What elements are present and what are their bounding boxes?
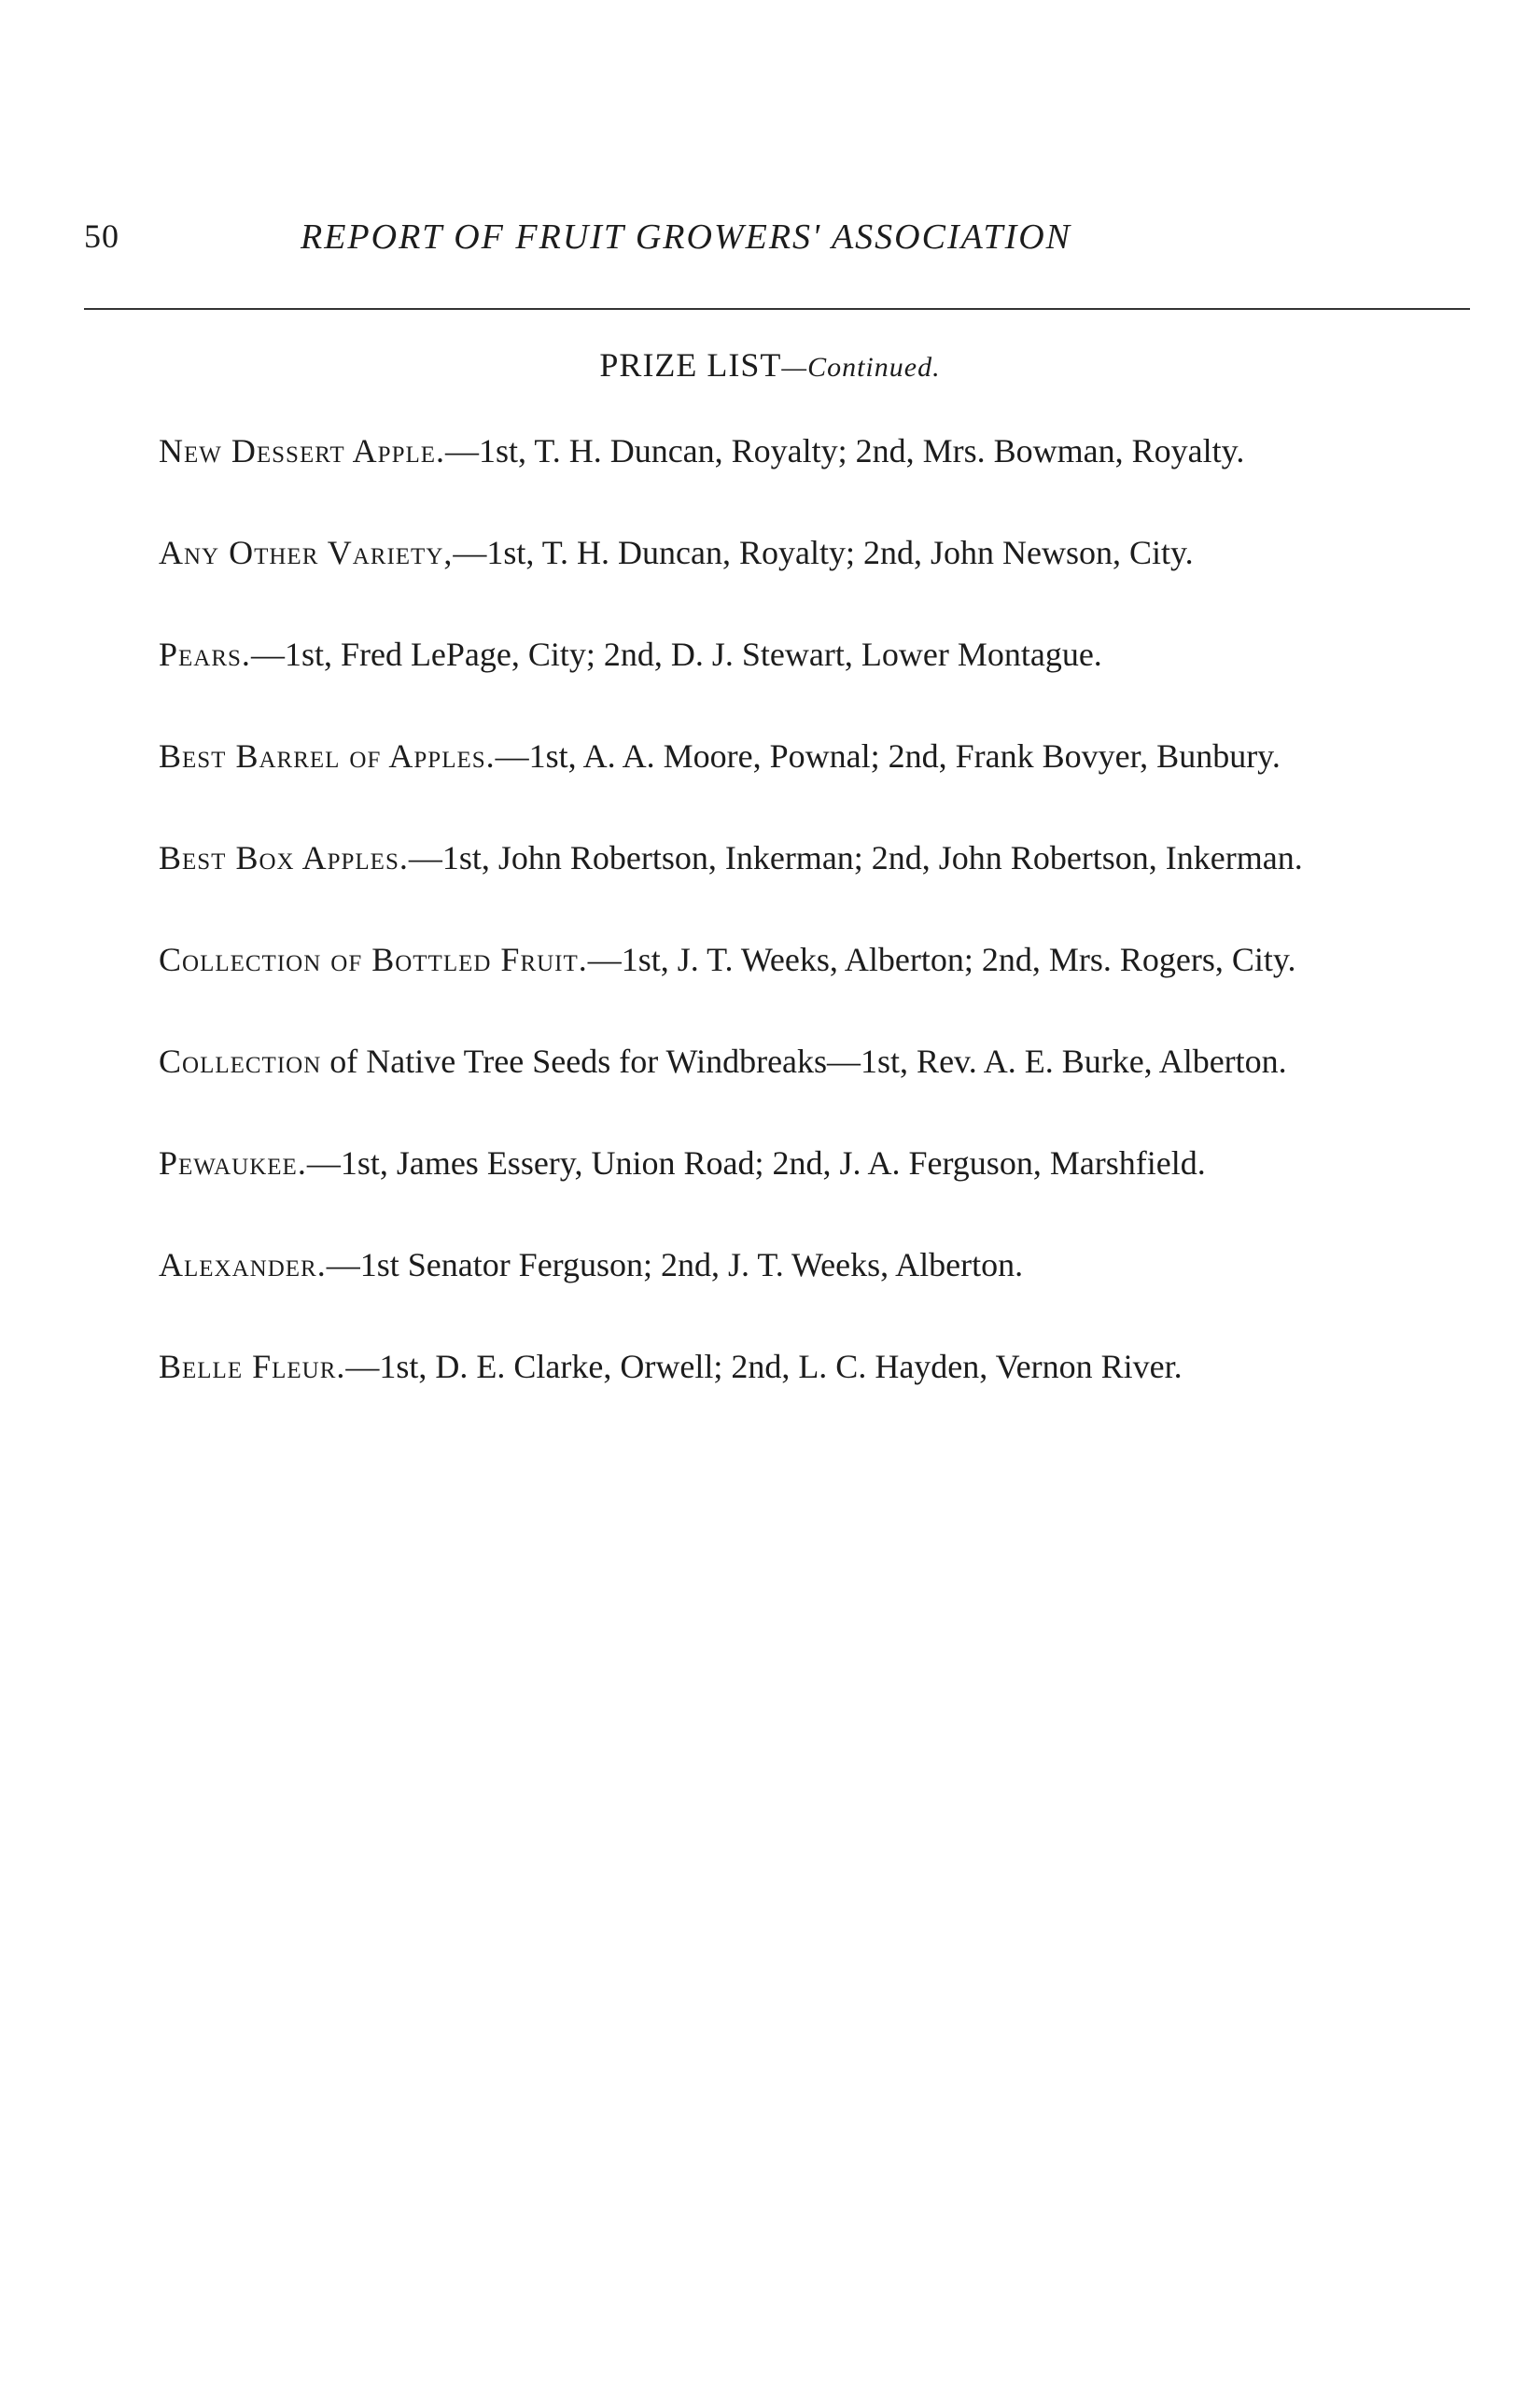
entry-heading: Best Barrel of Apples. (159, 737, 496, 775)
entry-heading: Alexander. (159, 1246, 327, 1283)
entry-heading: Belle Fleur. (159, 1348, 346, 1385)
prize-entries (84, 425, 1470, 1442)
entry-heading: Pears. (159, 636, 251, 673)
continued-label: —Continued. (781, 352, 941, 383)
entry-text: —1st, T. H. Duncan, Royalty; 2nd, Mrs. Bowman, Royalty. (445, 432, 1245, 469)
entry-heading: Collection of Bottled Fruit. (159, 941, 588, 978)
entry-text: —1st, John Robertson, Inkerman; 2nd, John Robertson, Inkerman. (408, 839, 1303, 876)
prize-entry-tree-seeds (84, 1035, 1470, 1087)
entry-text: —1st, James Essery, Union Road; 2nd, J. A. Ferguson, Marshfield. (306, 1144, 1206, 1182)
entry-text: —1st Senator Ferguson; 2nd, J. T. Weeks, Alberton. (326, 1246, 1024, 1283)
prize-entry-any-other-variety (84, 526, 1470, 579)
prize-entry-belle-fleur (84, 1340, 1470, 1393)
prize-entry-pewaukee (84, 1137, 1470, 1189)
entry-text: —1st, Fred LePage, City; 2nd, D. J. Stewart, Lower Montague. (250, 636, 1102, 673)
entry-text: —1st, A. A. Moore, Pownal; 2nd, Frank Bovyer, Bunbury. (495, 737, 1281, 775)
prize-entry-new-dessert-apple (84, 425, 1470, 477)
prize-entry-best-box (84, 832, 1470, 884)
entry-text: of Native Tree Seeds for Windbreaks—1st, Rev. A. E. Burke, Alberton. (321, 1043, 1287, 1080)
prize-entry-alexander (84, 1239, 1470, 1291)
page-number: 50 (84, 217, 119, 255)
entry-heading: Collection (159, 1043, 322, 1080)
prize-entry-bottled-fruit (84, 933, 1470, 986)
prize-entry-best-barrel (84, 730, 1470, 782)
running-title: REPORT OF FRUIT GROWERS' ASSOCIATION (301, 217, 1072, 257)
header-rule (84, 308, 1470, 310)
prize-entry-pears (84, 628, 1470, 680)
entry-text: —1st, T. H. Duncan, Royalty; 2nd, John Newson, City. (453, 534, 1194, 571)
running-head (84, 217, 1465, 273)
section-title: PRIZE LIST (599, 346, 782, 384)
entry-heading: New Dessert Apple. (159, 432, 446, 469)
section-heading (0, 345, 1540, 385)
entry-heading: Any Other Variety, (159, 534, 454, 571)
entry-text: —1st, J. T. Weeks, Alberton; 2nd, Mrs. Rogers, City. (587, 941, 1296, 978)
entry-heading: Best Box Apples. (159, 839, 409, 876)
entry-heading: Pewaukee. (159, 1144, 307, 1182)
entry-text: —1st, D. E. Clarke, Orwell; 2nd, L. C. Hayden, Vernon River. (345, 1348, 1183, 1385)
